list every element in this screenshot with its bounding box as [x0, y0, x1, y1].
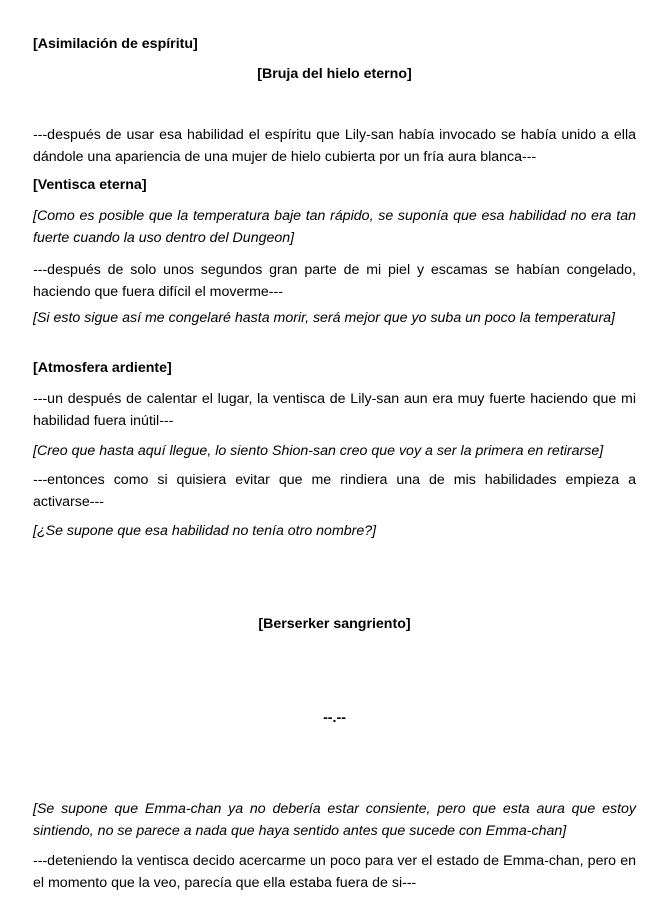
thought-paragraph: [Si esto sigue así me congelaré hasta morir, será mejor que yo suba un poco la temperatura] [33, 310, 615, 326]
heading-atmosfera-ardiente: [Atmosfera ardiente] [33, 360, 172, 376]
thought-paragraph: [Se supone que Emma-chan ya no debería estar consiente, pero que esta aura que estoy sintiendo, no se parece a nada que haya sentido antes que sucede con Emma-chan] [33, 801, 636, 839]
heading-ventisca-eterna: [Ventisca eterna] [33, 177, 147, 193]
narration-paragraph: ---después de usar esa habilidad el espíritu que Lily-san había invocado se había unido a ella dándole una apariencia de una mujer de hielo cubierta por un fría aura blanca--- [33, 127, 636, 165]
narration-paragraph: ---un después de calentar el lugar, la ventisca de Lily-san aun era muy fuerte haciendo que mi habilidad fuera inútil--- [33, 391, 636, 429]
thought-paragraph: [Como es posible que la temperatura baje tan rápido, se suponía que esa habilidad no era tan fuerte cuando la uso dentro del Dungeon] [33, 208, 636, 246]
narration-paragraph: ---deteniendo la ventisca decido acercarme un poco para ver el estado de Emma-chan, pero en el momento que la veo, parecía que ella estaba fuera de si--- [33, 853, 636, 891]
heading-asimilacion: [Asimilación de espíritu] [33, 36, 198, 52]
narration-paragraph: ---después de solo unos segundos gran parte de mi piel y escamas se habían congelado, haciendo que fuera difícil el moverme--- [33, 262, 636, 300]
scene-separator: --.-- [323, 710, 346, 726]
thought-paragraph: [Creo que hasta aquí llegue, lo siento Shion-san creo que voy a ser la primera en retirarse] [33, 443, 604, 459]
heading-berserker-sangriento: [Berserker sangriento] [258, 616, 411, 632]
heading-bruja-del-hielo: [Bruja del hielo eterno] [257, 66, 412, 82]
thought-paragraph: [¿Se supone que esa habilidad no tenía otro nombre?] [33, 523, 377, 539]
narration-paragraph: ---entonces como si quisiera evitar que me rindiera una de mis habilidades empieza a activarse--- [33, 472, 636, 510]
